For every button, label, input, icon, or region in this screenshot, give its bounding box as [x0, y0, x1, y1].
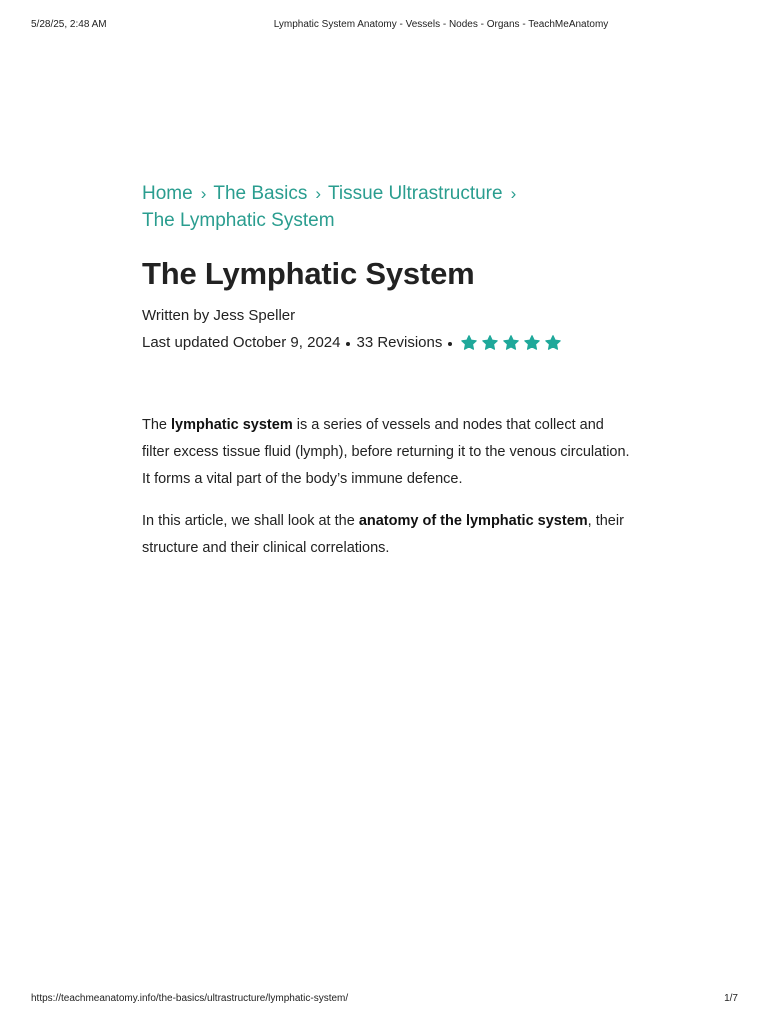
- print-datetime: 5/28/25, 2:48 AM: [31, 19, 107, 30]
- last-updated: Last updated October 9, 2024: [142, 334, 341, 351]
- print-doc-title: Lymphatic System Anatomy - Vessels - Nodes - Organs - TeachMeAnatomy: [273, 19, 609, 30]
- star-icon[interactable]: [523, 334, 541, 352]
- para2-bold: anatomy of the lymphatic system: [358, 513, 588, 529]
- star-rating[interactable]: [460, 334, 562, 352]
- breadcrumb-the-basics[interactable]: The Basics: [213, 183, 308, 204]
- print-page-number: 1/7: [724, 993, 738, 1004]
- print-footer: [0, 993, 768, 1007]
- print-url: https://teachmeanatomy.info/the-basics/ultrastructure/lymphatic-system/: [31, 993, 349, 1004]
- breadcrumb-home[interactable]: Home: [142, 183, 193, 204]
- breadcrumb-lymphatic-system[interactable]: The Lymphatic System: [142, 210, 335, 231]
- breadcrumb-separator: ›: [315, 184, 322, 203]
- revisions-link[interactable]: 33 Revisions: [356, 334, 443, 351]
- article-meta: [142, 302, 642, 356]
- para1-post: is a series of vessels and nodes that collect and filter excess tissue fluid (lymph), before returning it to the venous circulation. It forms a vital part of the body’s immune defence.: [142, 417, 630, 487]
- star-icon[interactable]: [481, 334, 499, 352]
- article-body: [142, 412, 632, 562]
- overview-paragraph: [142, 508, 632, 562]
- breadcrumb-separator: ›: [510, 184, 517, 203]
- meta-separator-dot: [346, 342, 350, 346]
- breadcrumb-tissue-ultrastructure[interactable]: Tissue Ultrastructure: [328, 183, 503, 204]
- star-icon[interactable]: [544, 334, 562, 352]
- star-icon[interactable]: [502, 334, 520, 352]
- intro-paragraph: [142, 412, 632, 493]
- author-line: Written by Jess Speller: [142, 307, 296, 324]
- para2-pre: In this article, we shall look at the: [142, 513, 359, 529]
- breadcrumb: [142, 180, 642, 234]
- star-icon[interactable]: [460, 334, 478, 352]
- article: [142, 180, 642, 577]
- para1-pre: The: [142, 417, 172, 433]
- para2-post: , their structure and their clinical correlations.: [142, 513, 624, 556]
- meta-separator-dot: [448, 342, 452, 346]
- print-header: [0, 19, 768, 33]
- breadcrumb-separator: ›: [200, 184, 207, 203]
- page-title: The Lymphatic System: [142, 256, 475, 291]
- para1-bold: lymphatic system: [171, 417, 293, 433]
